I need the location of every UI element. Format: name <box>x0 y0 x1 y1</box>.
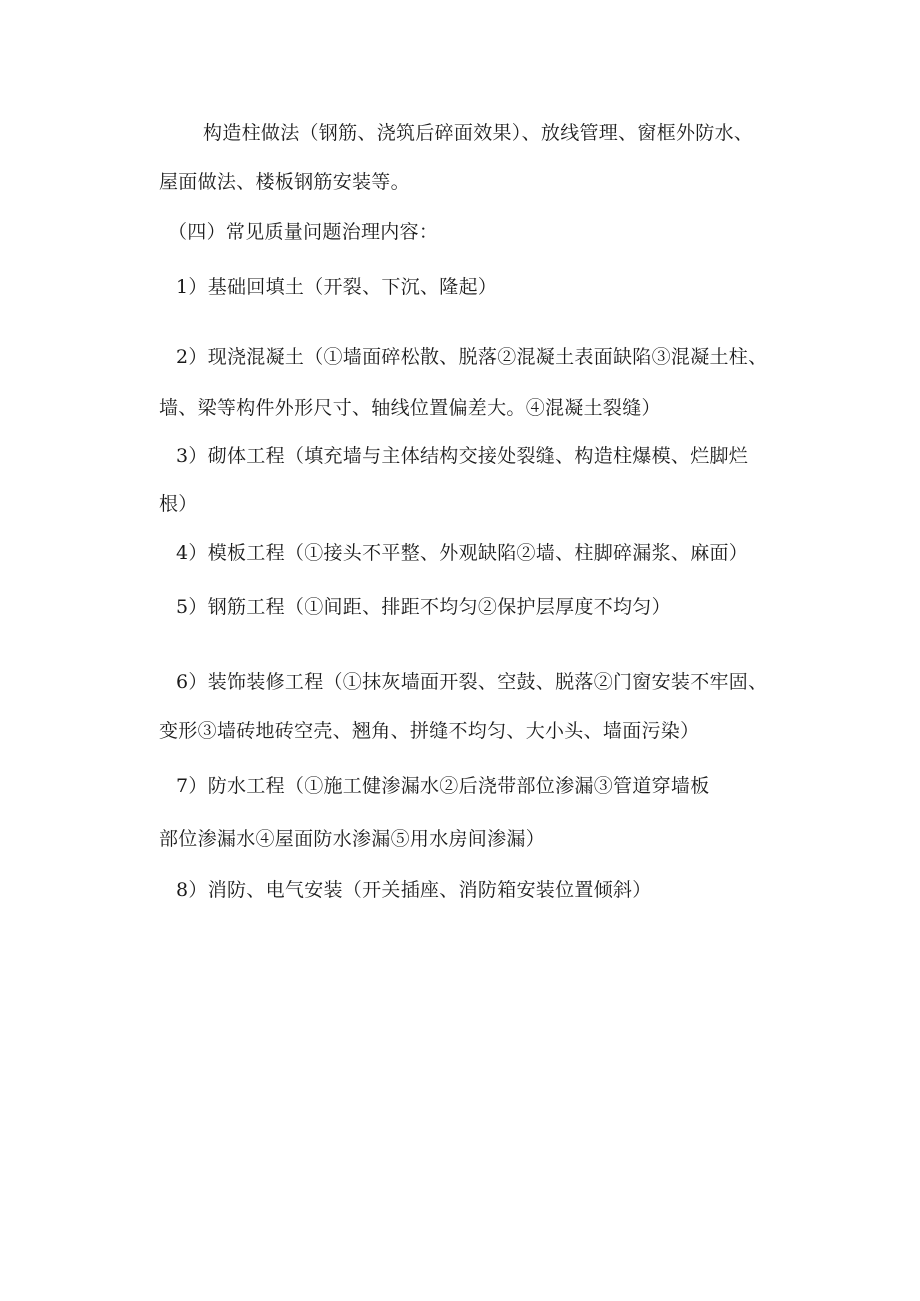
list-item: 4）模板工程（①接头不平整、外观缺陷②墙、柱脚碎漏浆、麻面） <box>176 542 749 564</box>
list-item: 5）钢筋工程（①间距、排距不均匀②保护层厚度不均匀） <box>176 596 671 618</box>
paragraph-line: 屋面做法、楼板钢筋安装等。 <box>159 171 410 193</box>
list-item: 7）防水工程（①施工健渗漏水②后浇带部位渗漏③管道穿墙板 <box>176 775 710 797</box>
list-item-continuation: 变形③墙砖地砖空壳、翘角、拼缝不均匀、大小头、墙面污染） <box>159 720 700 742</box>
list-item: 2）现浇混凝土（①墙面碎松散、脱落②混凝土表面缺陷③混凝土柱、 <box>176 346 768 368</box>
list-item: 8）消防、电气安装（开关插座、消防箱安装位置倾斜） <box>176 879 652 901</box>
paragraph-line: 构造柱做法（钢筋、浇筑后碎面效果）、放线管理、窗框外防水、 <box>203 122 754 144</box>
list-item: 1）基础回填土（开裂、下沉、隆起） <box>176 276 498 298</box>
list-item-continuation: 墙、梁等构件外形尺寸、轴线位置偏差大。④混凝土裂缝） <box>159 397 661 419</box>
section-heading: （四）常见质量问题治理内容： <box>168 221 439 243</box>
list-item: 3）砌体工程（填充墙与主体结构交接处裂缝、构造柱爆模、烂脚烂 <box>176 445 749 467</box>
list-item-continuation: 部位渗漏水④屋面防水渗漏⑤用水房间渗漏） <box>159 828 546 850</box>
list-item-continuation: 根） <box>159 493 198 515</box>
list-item: 6）装饰装修工程（①抹灰墙面开裂、空鼓、脱落②门窗安装不牢固、 <box>176 671 768 693</box>
